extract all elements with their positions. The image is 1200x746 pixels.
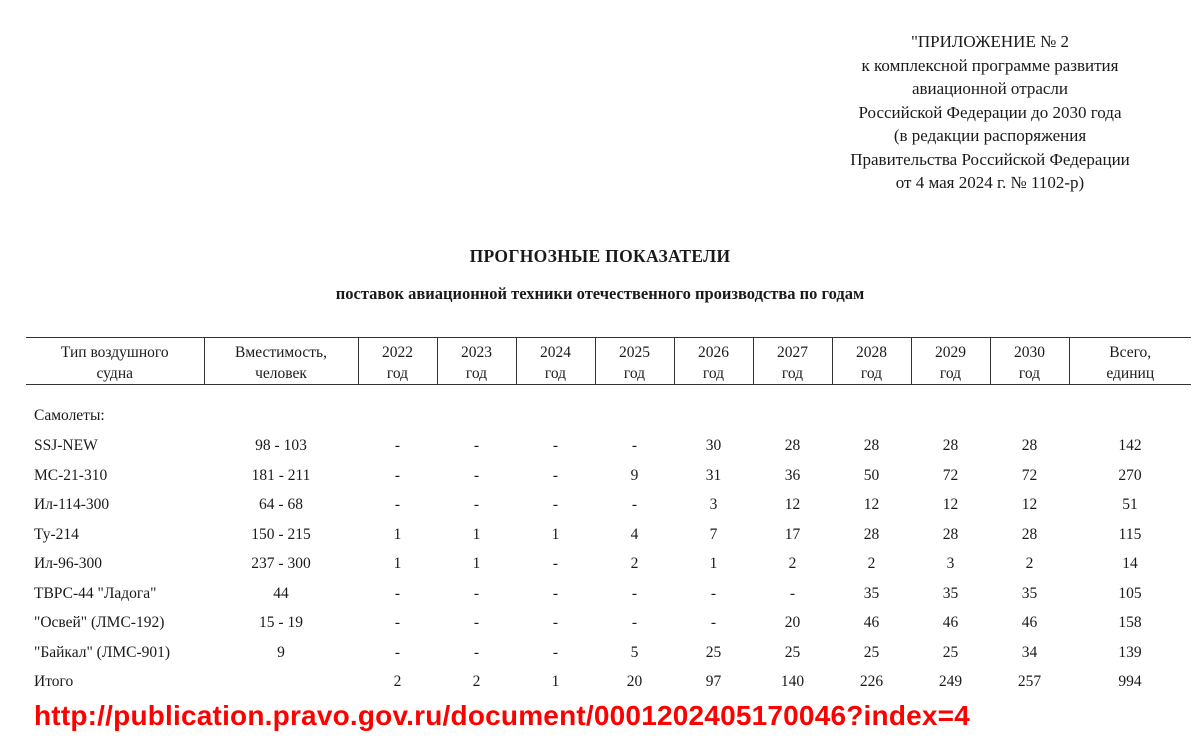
capacity-cell: 181 - 211	[251, 466, 311, 484]
total-cell: 158	[1118, 614, 1142, 631]
column-header	[595, 338, 674, 385]
year-value-cell: 20	[784, 614, 801, 631]
year-value-cell: 46	[863, 614, 880, 631]
year-value-cell: 2	[630, 555, 639, 572]
column-header-line: Всего,	[1109, 344, 1152, 361]
column-header-line: человек	[255, 365, 307, 382]
year-value-cell: 20	[626, 673, 643, 690]
year-value-cell: 28	[1021, 525, 1038, 543]
year-value-cell: 2	[393, 673, 402, 690]
column-header-line: год	[781, 365, 804, 382]
column-header-line: 2025	[619, 344, 650, 361]
year-value-cell: 28	[863, 437, 880, 454]
column-header-line: год	[623, 365, 646, 382]
table-row	[26, 461, 1191, 491]
table-body	[26, 385, 1191, 697]
total-cell: 51	[1122, 496, 1138, 513]
year-value-cell: 9	[630, 466, 639, 484]
year-value-cell: -	[394, 466, 401, 484]
year-value-cell: -	[552, 437, 559, 454]
column-header-line: 2026	[698, 344, 729, 361]
year-value-cell: 12	[942, 496, 959, 513]
year-value-cell: -	[631, 496, 638, 513]
column-header-line: год	[544, 365, 567, 382]
year-value-cell: 30	[705, 437, 722, 454]
year-value-cell: 28	[942, 437, 959, 454]
column-header-line: 2029	[935, 344, 966, 361]
year-value-cell: 72	[1021, 466, 1038, 484]
year-value-cell: 2	[1025, 555, 1034, 572]
year-value-cell: 3	[946, 555, 955, 572]
year-value-cell: -	[473, 614, 480, 631]
year-value-cell: -	[710, 584, 717, 602]
year-value-cell: 4	[630, 525, 639, 543]
year-value-cell: 28	[863, 525, 880, 543]
column-header-line: год	[860, 365, 883, 382]
year-value-cell: 25	[863, 643, 880, 661]
capacity-cell: 44	[273, 584, 289, 602]
capacity-cell: 98 - 103	[255, 437, 307, 454]
column-header-line: год	[1018, 365, 1041, 382]
column-header	[358, 338, 437, 385]
aircraft-type-cell: Ил-96-300	[34, 555, 103, 572]
year-value-cell: 36	[784, 466, 801, 484]
year-value-cell: 5	[630, 643, 639, 661]
year-value-cell: -	[473, 496, 480, 513]
year-value-cell: -	[394, 614, 401, 631]
year-value-cell: 34	[1021, 643, 1038, 661]
year-value-cell: -	[473, 584, 480, 602]
year-value-cell: 12	[863, 496, 880, 513]
year-value-cell: 1	[472, 555, 481, 572]
document-subtitle: поставок авиационной техники отечественного производства по годам	[335, 284, 865, 303]
year-value-cell: 31	[705, 466, 722, 484]
column-header-line: 2028	[856, 344, 887, 361]
year-value-cell: 28	[1021, 437, 1038, 454]
table-row	[26, 608, 1191, 638]
aircraft-type-cell: "Байкал" (ЛМС-901)	[34, 643, 171, 661]
column-header-line: Тип воздушного	[60, 344, 169, 361]
year-value-cell: 1	[472, 525, 481, 543]
appendix-header	[790, 30, 1190, 195]
year-value-cell: -	[552, 614, 559, 631]
aircraft-type-cell: Ту-214	[34, 525, 79, 543]
year-value-cell: 1	[551, 525, 560, 543]
capacity-cell	[204, 667, 358, 697]
year-value-cell: -	[473, 643, 480, 661]
total-cell: 270	[1118, 466, 1142, 484]
table-row	[26, 431, 1191, 461]
forecast-table-container	[26, 337, 1190, 697]
aircraft-type-cell: "Освей" (ЛМС-192)	[34, 614, 165, 631]
year-value-cell: 1	[709, 555, 718, 572]
year-value-cell: 226	[859, 673, 884, 690]
year-value-cell: -	[552, 466, 559, 484]
column-header	[911, 338, 990, 385]
year-value-cell: -	[631, 614, 638, 631]
column-header	[832, 338, 911, 385]
column-header-line: Вместимость,	[235, 344, 327, 361]
table-row	[26, 520, 1191, 550]
year-value-cell: 1	[551, 673, 560, 690]
aircraft-type-cell: МС-21-310	[34, 466, 108, 484]
year-value-cell: 7	[709, 525, 718, 543]
column-header-line: единиц	[1106, 365, 1155, 382]
section-label: Самолеты:	[34, 407, 105, 425]
aircraft-type-cell: SSJ-NEW	[34, 437, 98, 454]
year-value-cell: 12	[784, 496, 801, 513]
column-header	[516, 338, 595, 385]
year-value-cell: 50	[863, 466, 880, 484]
year-value-cell: 28	[942, 525, 959, 543]
column-header	[204, 338, 358, 385]
appendix-line: Правительства Российской Федерации	[850, 149, 1130, 169]
year-value-cell: 2	[788, 555, 797, 572]
year-value-cell: 46	[1021, 614, 1038, 631]
source-url[interactable]: http://publication.pravo.gov.ru/document/0001202405170046?index=4	[34, 700, 971, 731]
table-row	[26, 579, 1191, 609]
section-row	[26, 401, 1191, 431]
table-row	[26, 667, 1191, 697]
year-value-cell: 35	[863, 584, 880, 602]
column-header-line: 2024	[540, 344, 571, 361]
appendix-line: к комплексной программе развития	[861, 55, 1119, 75]
total-cell: 105	[1118, 584, 1142, 602]
year-value-cell: -	[552, 584, 559, 602]
year-value-cell: 2	[472, 673, 481, 690]
year-value-cell: 3	[709, 496, 718, 513]
appendix-line: Российской Федерации до 2030 года	[858, 102, 1122, 122]
year-value-cell: 249	[938, 673, 963, 690]
spacer-row	[26, 385, 1191, 402]
column-header-line: год	[702, 365, 725, 382]
total-cell: 115	[1118, 525, 1142, 543]
year-value-cell: -	[394, 643, 401, 661]
year-value-cell: 28	[784, 437, 801, 454]
year-value-cell: 35	[1021, 584, 1038, 602]
column-header	[26, 338, 204, 385]
appendix-line: авиационной отрасли	[911, 79, 1069, 98]
year-value-cell: 25	[705, 643, 722, 661]
year-value-cell: -	[552, 555, 559, 572]
capacity-cell: 237 - 300	[251, 555, 311, 572]
forecast-table	[26, 337, 1191, 697]
column-header-line: 2030	[1014, 344, 1045, 361]
appendix-line: (в редакции распоряжения	[893, 126, 1087, 145]
capacity-cell: 64 - 68	[259, 496, 303, 513]
appendix-line: "ПРИЛОЖЕНИЕ № 2	[910, 32, 1070, 51]
column-header-line: год	[465, 365, 488, 382]
year-value-cell: -	[473, 466, 480, 484]
year-value-cell: 2	[867, 555, 876, 572]
year-value-cell: 17	[784, 525, 801, 543]
year-value-cell: 25	[784, 643, 801, 661]
year-value-cell: 1	[393, 525, 402, 543]
year-value-cell: -	[552, 643, 559, 661]
year-value-cell: -	[394, 496, 401, 513]
year-value-cell: 72	[942, 466, 959, 484]
year-value-cell: 12	[1021, 496, 1038, 513]
year-value-cell: -	[552, 496, 559, 513]
year-value-cell: 97	[705, 673, 722, 690]
year-value-cell: 46	[942, 614, 959, 631]
year-value-cell: -	[789, 584, 796, 602]
year-value-cell: -	[631, 437, 638, 454]
total-cell: 142	[1118, 437, 1142, 454]
aircraft-type-cell: Ил-114-300	[34, 496, 110, 513]
column-header-line: год	[386, 365, 409, 382]
total-cell: 994	[1118, 673, 1142, 690]
year-value-cell: -	[394, 437, 401, 454]
year-value-cell: 1	[393, 555, 402, 572]
column-header-line: 2022	[382, 344, 413, 361]
column-header-line: 2023	[461, 344, 492, 361]
column-header-line: судна	[96, 365, 133, 382]
table-row	[26, 638, 1191, 668]
year-value-cell: 35	[942, 584, 959, 602]
table-row	[26, 490, 1191, 520]
total-cell: 139	[1118, 643, 1142, 661]
year-value-cell: -	[473, 437, 480, 454]
column-header-line: 2027	[777, 344, 808, 361]
column-header-line: год	[939, 365, 962, 382]
year-value-cell: 140	[780, 673, 805, 690]
capacity-cell: 9	[277, 643, 285, 661]
column-header	[753, 338, 832, 385]
column-header	[1069, 338, 1191, 385]
column-header	[674, 338, 753, 385]
year-value-cell: 25	[942, 643, 959, 661]
year-value-cell: -	[710, 614, 717, 631]
capacity-cell: 150 - 215	[251, 525, 311, 543]
table-row	[26, 549, 1191, 579]
document-title: ПРОГНОЗНЫЕ ПОКАЗАТЕЛИ	[469, 246, 731, 266]
total-cell: 14	[1122, 555, 1138, 572]
column-header	[437, 338, 516, 385]
column-header	[990, 338, 1069, 385]
table-header-row	[26, 338, 1191, 385]
year-value-cell: 257	[1017, 673, 1042, 690]
capacity-cell: 15 - 19	[259, 614, 303, 631]
year-value-cell: -	[631, 584, 638, 602]
appendix-line: от 4 мая 2024 г. № 1102-р)	[895, 173, 1085, 192]
aircraft-type-cell: ТВРС-44 "Ладога"	[34, 584, 157, 602]
aircraft-type-cell: Итого	[34, 673, 74, 690]
year-value-cell: -	[394, 584, 401, 602]
